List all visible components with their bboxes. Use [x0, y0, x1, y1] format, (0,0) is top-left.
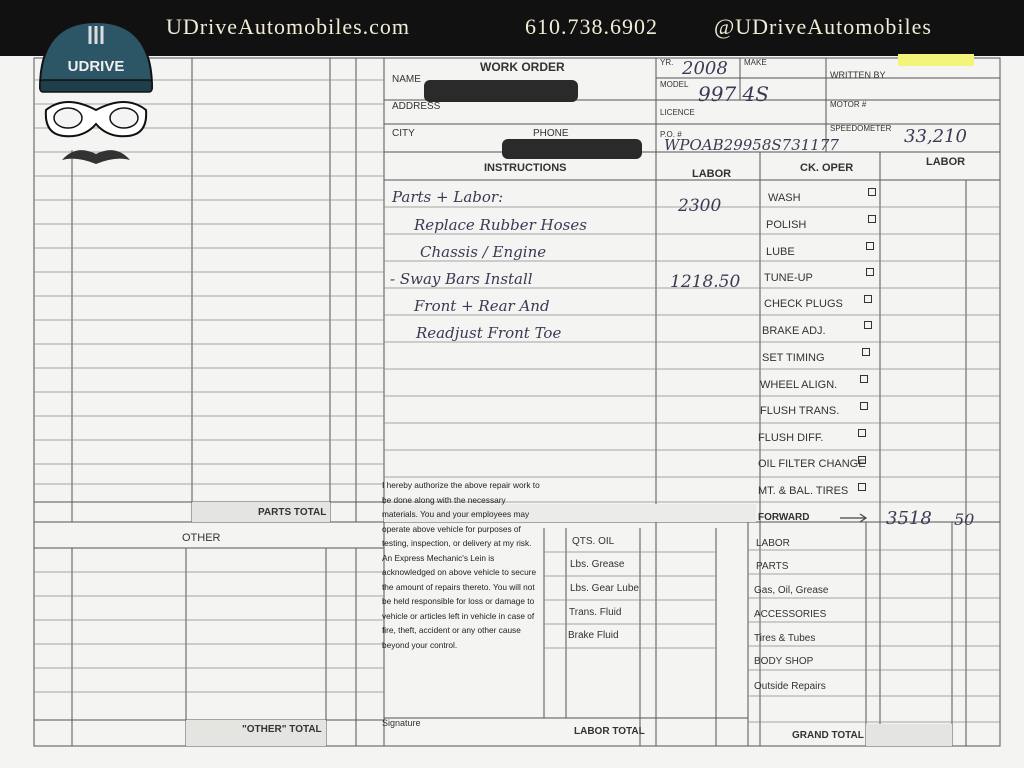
name-redaction: [424, 80, 578, 102]
highlight-mark: [898, 54, 974, 66]
phone-redaction: [502, 139, 642, 159]
checkbox[interactable]: [860, 375, 868, 383]
labor-amount: 1218.50: [670, 272, 741, 292]
checklist-item: LUBE: [766, 246, 795, 258]
checklist-item: SET TIMING: [762, 352, 825, 364]
fluid-label: Lbs. Gear Lube: [570, 583, 639, 594]
summary-item: PARTS: [756, 561, 789, 572]
checkbox[interactable]: [858, 483, 866, 491]
checklist-item: TUNE-UP: [764, 272, 813, 284]
instruction-line: Front + Rear And: [414, 297, 550, 315]
checkbox[interactable]: [866, 268, 874, 276]
instruction-line: Parts + Labor:: [392, 188, 504, 206]
authorization-text: I hereby authorize the above repair work to be done along with the necessary materials. You and your employees may operate above vehicle for purposes of testing, inspection, or delivery at my risk. An Express Mechanic's Lein is acknowledged on above vehicle to secure the amount of repairs thereto. You will not be held responsible for loss or damage to vehicle or articles left in vehicle in case of fire, theft, accident or any other cause beyond your control.: [382, 480, 540, 650]
signature-label: Signature: [382, 718, 421, 728]
summary-item: Gas, Oil, Grease: [754, 585, 829, 596]
fluid-label: QTS. OIL: [572, 536, 615, 547]
parts-total-label: PARTS TOTAL: [258, 507, 327, 518]
model-label: MODEL: [660, 80, 689, 89]
checklist-item: CHECK PLUGS: [764, 298, 843, 310]
checklist-item: FLUSH TRANS.: [760, 405, 840, 417]
grand-total-label: GRAND TOTAL: [792, 730, 864, 741]
speedometer-label: SPEEDOMETER: [830, 124, 892, 133]
summary-item: LABOR: [756, 538, 790, 549]
work-order-title: WORK ORDER: [480, 60, 565, 74]
year-value: 2008: [682, 58, 728, 79]
checklist-item: OIL FILTER CHANGE: [758, 458, 866, 470]
checkbox[interactable]: [868, 188, 876, 196]
checkbox[interactable]: [858, 429, 866, 437]
checkbox[interactable]: [866, 242, 874, 250]
checkbox[interactable]: [862, 348, 870, 356]
summary-item: Tires & Tubes: [754, 633, 816, 644]
city-label: CITY: [392, 128, 415, 139]
summary-item: FORWARD: [758, 512, 810, 523]
social-handle[interactable]: @UDriveAutomobiles: [714, 14, 932, 39]
checklist-item: MT. & BAL. TIRES: [758, 485, 849, 497]
logo-text: UDRIVE: [67, 58, 125, 75]
labor-right-header: LABOR: [926, 156, 966, 168]
po-label: P.O. #: [660, 130, 682, 139]
phone-text[interactable]: 610.738.6902: [525, 14, 658, 39]
instruction-line: Chassis / Engine: [420, 243, 547, 261]
forward-cents: 50: [954, 510, 975, 529]
fluid-label: Brake Fluid: [568, 630, 619, 641]
other-total-label: "OTHER" TOTAL: [242, 724, 322, 735]
checklist-item: WASH: [768, 192, 801, 204]
licence-label: LICENCE: [660, 108, 695, 117]
checkbox[interactable]: [860, 402, 868, 410]
website-text[interactable]: UDriveAutomobiles.com: [166, 14, 411, 39]
checklist-item: FLUSH DIFF.: [758, 432, 824, 444]
instructions-header: INSTRUCTIONS: [484, 162, 567, 174]
udrive-logo: [36, 18, 156, 178]
address-label: ADDRESS: [392, 101, 441, 112]
forward-amount: 3518: [886, 508, 932, 529]
labor-total-label: LABOR TOTAL: [574, 726, 645, 737]
instruction-line: Readjust Front Toe: [416, 324, 562, 342]
summary-item: ACCESSORIES: [754, 609, 827, 620]
phone-label: PHONE: [533, 128, 569, 139]
ck-oper-header: CK. OPER: [800, 162, 854, 174]
fluid-label: Trans. Fluid: [569, 607, 622, 618]
year-label: YR.: [660, 58, 674, 67]
checkbox[interactable]: [864, 321, 872, 329]
summary-item: BODY SHOP: [754, 656, 814, 667]
speedometer-value: 33,210: [904, 126, 967, 147]
instruction-line: - Sway Bars Install: [390, 270, 533, 288]
written-by-label: WRITTEN BY: [830, 70, 886, 80]
labor-header: LABOR: [692, 168, 732, 180]
name-label: NAME: [392, 74, 421, 85]
checkbox[interactable]: [858, 456, 866, 464]
instruction-line: Replace Rubber Hoses: [414, 216, 587, 234]
checkbox[interactable]: [868, 215, 876, 223]
fluid-label: Lbs. Grease: [570, 559, 625, 570]
checkbox[interactable]: [864, 295, 872, 303]
other-label: OTHER: [182, 532, 221, 544]
checklist-item: POLISH: [766, 219, 807, 231]
checklist-item: BRAKE ADJ.: [762, 325, 826, 337]
labor-amount: 2300: [678, 196, 722, 216]
summary-item: Outside Repairs: [754, 681, 826, 692]
make-label: MAKE: [744, 58, 767, 67]
po-value: WPOAB29958S731177: [664, 136, 839, 154]
checklist-item: WHEEL ALIGN.: [760, 379, 838, 391]
model-value: 997 4S: [698, 82, 769, 106]
motor-label: MOTOR #: [830, 100, 867, 109]
